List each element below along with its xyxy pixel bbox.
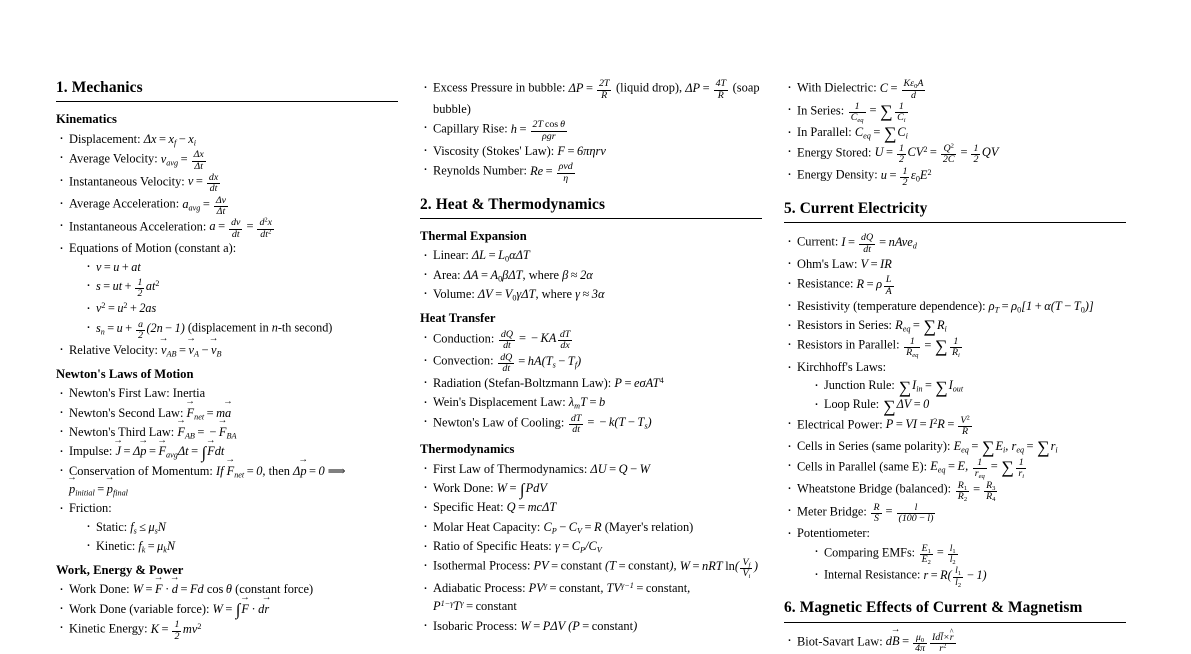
list-item: [83, 518, 398, 536]
list-item: [784, 358, 1126, 416]
formula-note: (liquid drop),: [616, 80, 683, 95]
formula-label: Newton's Second Law:: [69, 405, 184, 420]
formula-math: s = ut + $\frac{1}{2}$ $at^2$: [96, 277, 160, 300]
formula-note: (displacement in n-th second): [187, 320, 333, 335]
formula-label: Current:: [797, 234, 839, 249]
list-item: [784, 297, 1126, 315]
section-mechanics: [56, 78, 398, 641]
list-item: [811, 543, 1126, 567]
formula-label: Potentiometer:: [797, 526, 870, 541]
list-item: [83, 258, 398, 276]
formula-label: Newton's First Law:: [69, 386, 170, 401]
formula-label: In Parallel:: [797, 125, 852, 140]
formula-math: $PV^\gamma$ = constant, $TV^{\gamma-1}$ = constant,: [528, 580, 691, 596]
list-item: [83, 318, 398, 339]
formula-math: γ ≈ 3α: [575, 286, 605, 301]
formula-note: (constant force): [235, 582, 314, 597]
formula-math: W = ∫F → · dr →: [213, 602, 270, 616]
formula-note: (Mayer's relation): [604, 519, 694, 534]
formula-math: $R_{eq} = \sum R_i$: [895, 316, 947, 337]
list-item: [56, 423, 398, 441]
formula-label: Linear:: [433, 248, 469, 263]
formula-math: $f_s \le \mu_sN$: [130, 519, 166, 536]
formula-label: Capillary Rise:: [433, 121, 508, 136]
formula-label: Instantaneous Velocity:: [69, 174, 185, 189]
list-item: [56, 499, 398, 554]
formula-math: $\frac{1}{R_{eq}}$ = ∑ $\frac{1}{R_i}$: [906, 335, 960, 359]
subsection-heading-kinematics: Kinematics: [56, 112, 117, 127]
formula-label: Wheatstone Bridge (balanced):: [797, 481, 952, 496]
formula-math: $\frac{1}{C_{eq}}$ = ∑ $\frac{1}{C_i}$: [850, 101, 906, 125]
formula-math: ΔP = $\frac{2T}{R}$: [568, 78, 610, 101]
formula-list-thermodynamics: [420, 460, 762, 636]
formula-label: Work Done (variable force):: [69, 601, 210, 616]
list-item: [784, 143, 1126, 165]
section-heading: 5. Current Electricity: [784, 199, 928, 217]
formula-math: Q = mcΔT: [506, 500, 557, 515]
section-capacitance-continued: [784, 78, 1126, 187]
list-item: [56, 130, 398, 148]
list-item: [784, 479, 1126, 501]
formula-label: Average Acceleration:: [69, 196, 180, 211]
formula-label: Molar Heat Capacity:: [433, 519, 541, 534]
formula-label: Conservation of Momentum:: [69, 463, 213, 478]
list-item: [420, 374, 762, 392]
formula-label: Adiabatic Process:: [433, 581, 526, 596]
section-rule: [784, 222, 1126, 223]
formula-label: Volume:: [433, 286, 475, 301]
list-item: [784, 165, 1126, 187]
formula-math: If $F \to_{net} = 0$, then Δp → = 0 ⟹: [216, 464, 349, 478]
formula-label: Relative Velocity:: [69, 342, 158, 357]
list-item: [420, 393, 762, 411]
formula-label: Equations of Motion (constant a):: [69, 241, 237, 256]
formula-label: Reynolds Number:: [433, 163, 527, 178]
formula-label: Biot-Savart Law:: [797, 634, 883, 649]
formula-label: Electrical Power:: [797, 417, 883, 432]
section-fluids-continued: [420, 78, 762, 183]
list-item: [56, 462, 398, 499]
formula-math: $E_{eq} = \sum E_i$, $r_{eq} = \sum r_i$: [953, 437, 1058, 458]
column-1: [56, 78, 398, 642]
formula-math: $s_n = u$ + $\frac{a}{2}$ (2n − 1): [96, 318, 185, 341]
formula-math: $\frac{R_1}{R_2}$ = $\frac{R_3}{R_4}$: [957, 479, 996, 503]
formula-math: $\gamma = C_P/C_V$: [554, 539, 602, 555]
formula-math-cont: $p \to_{initial} = p \to_{final}$: [69, 482, 128, 496]
list-item: · Volume: $\Delta V = V_0\gamma\Delta T$, where γ ≈ 3α: [420, 285, 762, 303]
list-item: [811, 376, 1126, 397]
list-item: [420, 142, 762, 160]
list-item: [784, 101, 1126, 123]
formula-math: PV = constant (T = constant),: [533, 558, 677, 573]
formula-label: Static:: [96, 519, 128, 534]
formula-math-cont: W = nRT ln( $\frac{V_f}{V_i}$ ): [679, 556, 758, 580]
formula-math: P = VI = $I^2R$ = $\frac{V^2}{R}$: [885, 414, 970, 438]
formula-note: where: [528, 267, 560, 282]
list-item: [784, 457, 1126, 479]
formula-label: Comparing EMFs:: [824, 545, 916, 560]
formula-math: I = $\frac{dQ}{dt}$ = nAve$_d$: [841, 232, 917, 255]
list-item: [420, 246, 762, 264]
formula-math: $a_{avg}$ = $\frac{\Delta v}{\Delta t}$: [182, 194, 227, 217]
formula-math: u = $\frac{1}{2}$ $\varepsilon_0E^2$: [880, 165, 932, 188]
formula-label: Isothermal Process:: [433, 558, 531, 573]
formula-label: Work Done:: [69, 582, 130, 597]
list-item: [56, 341, 398, 359]
formula-label: Meter Bridge:: [797, 504, 867, 519]
formula-math: $C_P - C_V = R$: [543, 519, 602, 535]
formula-math: Re = $\frac{\text{ρvd}}{\eta}$: [530, 161, 573, 184]
formula-label: First Law of Thermodynamics:: [433, 461, 588, 476]
formula-math: $\frac{dQ}{dt}$ = $hA(T_s - T_f)$: [500, 351, 582, 374]
formula-math: v = u + at: [96, 259, 141, 274]
formula-math: $F \to_{AB}$ = − $F \to_{BA}$: [177, 425, 236, 439]
subsection-heading-thermodynamics: Thermodynamics: [420, 442, 515, 457]
section-heat-thermodynamics: [420, 195, 762, 636]
list-item: [420, 518, 762, 536]
subsection-heading-thermal-expansion: Thermal Expansion: [420, 228, 527, 243]
formula-math: $\Delta A = A_0\beta\Delta T$: [463, 267, 523, 283]
formula-label: Internal Resistance:: [824, 567, 921, 582]
list-item: [784, 78, 1126, 100]
formula-math: $C_{eq} = \sum C_i$: [854, 123, 908, 144]
formula-label: Energy Stored:: [797, 145, 872, 160]
formula-label: Convection:: [433, 353, 494, 368]
list-item: [56, 619, 398, 641]
formula-math: $\Delta V = V_0\gamma\Delta T$: [477, 286, 536, 303]
formula-math: $E_{eq} = E$, $\frac{1}{r_{eq}}$ = ∑ $\frac{1}{r_i}$: [930, 456, 1025, 481]
formula-label: Excess Pressure in bubble:: [433, 80, 566, 95]
formula-math: $\frac{E_1}{E_2}$ = $\frac{l_1}{l_2}$: [921, 543, 956, 567]
list-item: [83, 277, 398, 298]
list-item: [56, 217, 398, 239]
formula-label: Junction Rule:: [824, 378, 895, 393]
formula-list-thermal-expansion: [420, 246, 762, 303]
formula-math: $v_{avg}$ = $\frac{\Delta x}{\Delta t}$: [160, 149, 204, 172]
formula-math: U = $\frac{1}{2}$ $CV^2$ = $\frac{Q^2}{2C}$ = $\frac{1}{2}$ QV: [874, 142, 999, 166]
formula-label: Newton's Law of Cooling:: [433, 415, 565, 430]
column-2: [420, 78, 762, 636]
formula-label: Resistivity (temperature dependence):: [797, 298, 986, 313]
formula-label: Energy Density:: [797, 167, 878, 182]
formula-label: Conduction:: [433, 331, 495, 346]
formula-label: With Dielectric:: [797, 80, 877, 95]
formula-math: $\frac{dT}{dt}$ = − $k(T - T_s)$: [570, 412, 652, 436]
formula-label: Work Done:: [433, 480, 494, 495]
formula-label: Cells in Series (same polarity):: [797, 439, 951, 454]
formula-label: Resistors in Series:: [797, 318, 892, 333]
formula-math: R = ρ $\frac{L}{A}$: [856, 274, 892, 297]
list-item: [56, 580, 398, 598]
formula-math: V = IR: [860, 256, 892, 271]
formula-math: J → = Δp → = $F \to_{avg}\Delta t = \int F \to dt$: [115, 444, 224, 458]
formula-math: $\frac{R}{S}$ = $\frac{l}{(100 - l)}$: [873, 502, 934, 525]
formula-math: K = $\frac{1}{2}$ $mv^2$: [150, 619, 202, 642]
list-item: [420, 351, 762, 373]
formula-sublist-equations-of-motion: [69, 258, 398, 340]
formula-label: Ohm's Law:: [797, 256, 858, 271]
list-item: [420, 161, 762, 183]
formula-sublist-potentiometer: [797, 543, 1126, 587]
formula-label: Loop Rule:: [824, 397, 880, 412]
formula-plain: Inertia: [172, 386, 206, 401]
section-rule: [784, 622, 1126, 623]
formula-label: Impulse:: [69, 444, 113, 459]
list-item: [784, 524, 1126, 589]
list-item: [420, 119, 762, 141]
list-item: [784, 335, 1126, 357]
formula-label: Displacement:: [69, 131, 141, 146]
section-rule: [56, 101, 398, 102]
formula-math: ∑ΔV = 0: [883, 396, 930, 416]
formula-math: h = $\frac{\text{2T cos θ}}{\text{ρgr}}$: [510, 119, 566, 142]
formula-math: $\Delta x = x_f - x_i$: [143, 131, 197, 147]
list-item: [420, 413, 762, 435]
list-item: [784, 502, 1126, 524]
formula-list-heat-transfer: [420, 329, 762, 435]
formula-math: W = F → · d → = Fd cos θ: [133, 582, 232, 596]
formula-note: where: [541, 286, 572, 301]
formula-label: Average Velocity:: [69, 151, 158, 166]
list-item: [83, 299, 398, 317]
formula-list-capacitance: [784, 78, 1126, 187]
formula-label: In Series:: [797, 103, 845, 118]
formula-math: $\sum I_{in} = \sum I_{out}$: [898, 377, 964, 397]
list-item: [83, 537, 398, 555]
formula-math: $\rho_T = \rho_0[1 + \alpha(T - T_0)]$: [988, 298, 1094, 314]
formula-math: a = $\frac{dv}{dt}$ = $\frac{d^2x}{dt^2}$: [209, 216, 273, 240]
formula-list-fluids: [420, 78, 762, 183]
list-item: [784, 255, 1126, 273]
formula-math: C = $\frac{K\varepsilon_0A}{d}$: [879, 78, 924, 101]
formula-label: Wein's Displacement Law:: [433, 395, 566, 410]
formula-sublist-kirchhoff: [797, 376, 1126, 416]
list-item: [784, 632, 1126, 654]
list-item: [784, 437, 1126, 458]
formula-label: Friction:: [69, 501, 112, 516]
formula-note: (soap bubble): [433, 80, 760, 116]
list-item: [420, 579, 762, 616]
formula-label: Radiation (Stefan-Boltzmann Law):: [433, 375, 612, 390]
formula-math-cont: $P^{1-\gamma}T^\gamma$ = constant: [433, 599, 517, 614]
formula-math: $F \to_{net}$ = ma →: [187, 406, 232, 420]
formula-math: dB → = $\frac{\mu_0}{4\pi}$ $\frac{\text{Idl →×r \textasciicircum{}}}{r^2}$: [886, 634, 957, 648]
column-container: [56, 78, 1135, 654]
list-item: [420, 537, 762, 555]
formula-math: ΔU = Q − W: [590, 461, 650, 476]
list-item: [56, 172, 398, 194]
formula-math: $\Delta L = L_0\alpha\Delta T$: [471, 248, 530, 264]
formula-list-work-energy-power: [56, 580, 398, 640]
column-3: [784, 78, 1126, 654]
formula-label: Area:: [433, 267, 461, 282]
formula-label: Kinetic Energy:: [69, 621, 148, 636]
list-item: [811, 395, 1126, 416]
formula-math: F = 6πηrv: [557, 143, 606, 158]
formula-label: Ratio of Specific Heats:: [433, 539, 552, 554]
list-item: [420, 556, 762, 578]
formula-label: Specific Heat:: [433, 500, 504, 515]
list-item: [420, 498, 762, 516]
list-item: [784, 274, 1126, 296]
formula-list-newtons-laws: [56, 384, 398, 555]
list-item: [56, 239, 398, 339]
formula-label: Cells in Parallel (same E):: [797, 459, 928, 474]
formula-sublist-friction: [69, 518, 398, 555]
section-rule: [420, 218, 762, 219]
subsection-heading-heat-transfer: Heat Transfer: [420, 311, 496, 326]
section-current-electricity: [784, 199, 1126, 587]
list-item: [420, 329, 762, 351]
formula-label: Newton's Third Law:: [69, 424, 175, 439]
formula-math: v = $\frac{dx}{dt}$: [187, 171, 219, 195]
formula-label: Isobaric Process:: [433, 618, 518, 633]
formula-math: $v^2 = u^2 + 2as$: [96, 301, 157, 316]
list-item: [784, 415, 1126, 437]
list-item: [56, 149, 398, 171]
formula-math: $\frac{dQ}{dt}$ = − KA $\frac{dT}{dx}$: [500, 329, 571, 352]
formula-list-magnetic-effects: [784, 632, 1126, 654]
formula-label: Instantaneous Acceleration:: [69, 219, 207, 234]
list-item: [420, 460, 762, 478]
formula-math: $v \to_{AB} = v \to_A - v \to_B$: [161, 343, 221, 357]
formula-label: Kinetic:: [96, 538, 136, 553]
formula-math: W = PΔV (P = constant): [520, 618, 638, 633]
formula-label: Resistance:: [797, 276, 854, 291]
formula-label: Kirchhoff's Laws:: [797, 360, 887, 375]
list-item: [784, 232, 1126, 254]
subsection-heading-newtons-laws: Newton's Laws of Motion: [56, 366, 194, 381]
list-item: [420, 479, 762, 497]
section-heading: 6. Magnetic Effects of Current & Magnetism: [784, 599, 1083, 617]
list-item: [56, 194, 398, 216]
formula-math: P = eσAT$^4$: [614, 375, 664, 390]
list-item: [56, 600, 398, 618]
section-heading: 1. Mechanics: [56, 79, 143, 96]
section-heading: 2. Heat & Thermodynamics: [420, 195, 606, 213]
formula-math: r = R( $\frac{l_1}{l_2}$ − 1): [923, 565, 987, 589]
formula-list-current-electricity: [784, 232, 1126, 589]
formula-math: $\lambda_mT = b$: [568, 395, 606, 411]
formula-label: Viscosity (Stokes' Law):: [433, 143, 555, 158]
list-item: [811, 565, 1126, 589]
formula-math: $f_k = \mu_kN$: [138, 538, 175, 555]
formula-math: W = ∫PdV: [496, 479, 547, 499]
list-item: [420, 78, 762, 118]
formula-list-kinematics: [56, 130, 398, 359]
formula-label: Resistors in Parallel:: [797, 338, 900, 352]
list-item: [784, 123, 1126, 144]
formula-math: β ≈ 2α: [562, 267, 593, 282]
list-item: [784, 316, 1126, 337]
formula-math: ΔP = $\frac{4T}{R}$: [685, 78, 727, 101]
subsection-heading-work-energy-power: Work, Energy & Power: [56, 562, 184, 577]
list-item: · Area: $\Delta A = A_0\beta\Delta T$, where β ≈ 2α: [420, 266, 762, 284]
